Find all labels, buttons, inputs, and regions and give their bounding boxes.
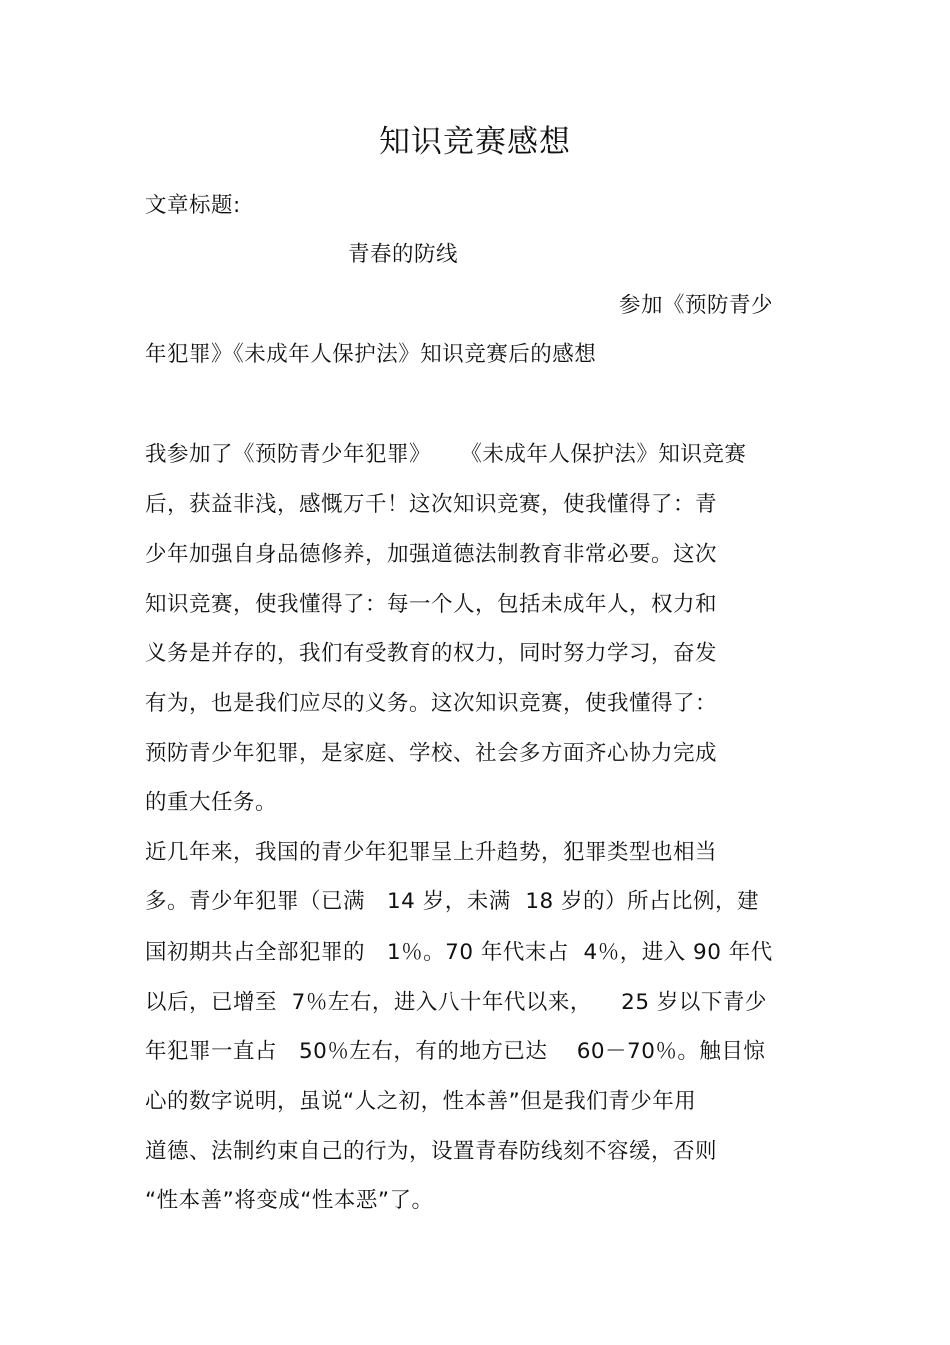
body-line: 近几年来，我国的青少年犯罪呈上升趋势，犯罪类型也相当 [145,840,718,865]
article-subtitle: 青春的防线 [348,242,459,267]
body-line: 后，获益非浅，感慨万千！这次知识竞赛，使我懂得了：青 [145,492,718,517]
body-line: 以后，已增至 7％左右，进入八十年代以来， 25 岁以下青少 [145,990,767,1015]
body-line: 我参加了《预防青少年犯罪》 《未成年人保护法》知识竞赛 [145,442,747,467]
body-line: “性本善”将变成“性本恶”了。 [145,1188,434,1213]
dedication-line-2: 年犯罪》《未成年人保护法》知识竞赛后的感想 [145,342,597,367]
body-line: 心的数字说明，虽说“人之初，性本善”但是我们青少年用 [145,1089,697,1114]
article-label: 文章标题: [145,193,241,218]
body-line: 预防青少年犯罪，是家庭、学校、社会多方面齐心协力完成 [145,741,718,766]
body-line: 道德、法制约束自己的行为，设置青春防线刻不容缓，否则 [145,1139,718,1164]
document-title: 知识竞赛感想 [379,124,571,160]
body-line: 国初期共占全部犯罪的 1％。70 年代末占 4％，进入 90 年代 [145,940,773,965]
body-line: 年犯罪一直占 50％左右，有的地方已达 60－70％。触目惊 [145,1039,766,1064]
body-line: 有为，也是我们应尽的义务。这次知识竞赛，使我懂得了： [145,691,718,716]
body-line: 多。青少年犯罪（已满 14 岁，未满 18 岁的）所占比例，建 [145,889,760,914]
body-line: 知识竞赛，使我懂得了：每一个人，包括未成年人，权力和 [145,592,718,617]
body-line: 少年加强自身品德修养，加强道德法制教育非常必要。这次 [145,542,718,567]
body-line: 义务是并存的，我们有受教育的权力，同时努力学习，奋发 [145,641,718,666]
body-line: 的重大任务。 [145,790,278,815]
dedication-line-1: 参加《预防青少 [619,293,774,318]
